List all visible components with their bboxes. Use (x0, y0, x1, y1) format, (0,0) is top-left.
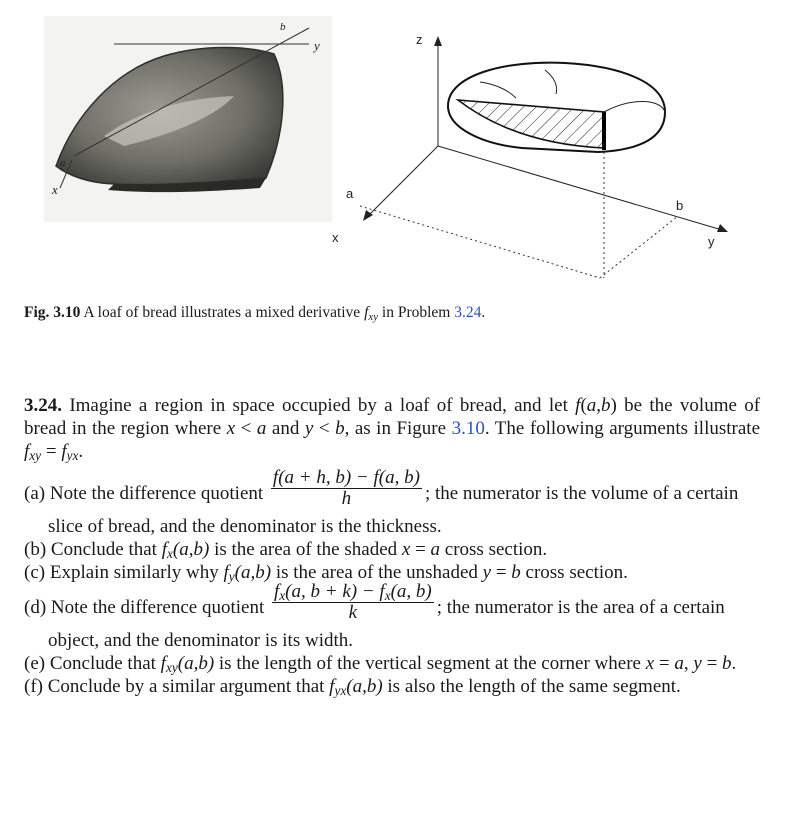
difference-quotient-d (272, 582, 434, 623)
part-d-label: (d) (24, 596, 47, 618)
problem-3-24 (24, 394, 760, 698)
x-axis-arrow (363, 210, 373, 221)
math-f-a-b: f (575, 395, 581, 416)
frac-a-numerator: f(a + h, b) − f(a, b) (272, 467, 420, 488)
part-c-text-before: Explain similarly why (49, 562, 219, 583)
part-b-end: cross section. (444, 539, 548, 560)
b-dotted-line (600, 216, 678, 278)
caption-figno: Fig. 3.10 (24, 304, 81, 321)
loaf-top-curve (545, 70, 557, 94)
part-e-label: (e) (24, 653, 46, 674)
figure-ref-link[interactable]: 3.10 (451, 418, 485, 439)
b-label: b (676, 198, 684, 213)
part-a-label: (a) (24, 482, 46, 504)
figure-caption (24, 304, 485, 322)
math-fyx-a-b: $f_{yx}(a,b)$ (329, 676, 383, 698)
math-region: x < a and y < b, (226, 418, 350, 439)
y-axis-label: y (708, 234, 715, 249)
math-fxy-eq-fyx: $f_{xy} = f_{yx}$. (24, 441, 84, 463)
shaded-cross-section (458, 100, 604, 148)
problem-part-d (24, 581, 760, 652)
part-e-text-before: Conclude that (49, 653, 156, 674)
part-b-text-after: is the area of the shaded (214, 539, 398, 560)
problem-intro: 3.24. Imagine a region in space occupied by a loaf of bread, and let f(a,b) be the volume of bread in the region where x < a and y < b, as in Figure 3.10. The following arguments illustrate $f_{xy} = f_{yx}$. (24, 395, 761, 463)
part-f-text-after: is also the length of the same segment. (387, 676, 681, 697)
unshaded-cross-section (604, 102, 665, 113)
y-axis (438, 146, 722, 230)
photo-label-y: y (314, 38, 320, 53)
intro-part-2: be the volume of bread in the region where (24, 395, 761, 439)
a-dotted-line (360, 206, 600, 278)
frac-d-denominator: k (348, 602, 358, 623)
part-b-text-before: Conclude that (50, 539, 157, 560)
part-a-text-before: Note the difference quotient (49, 482, 264, 504)
math-fx-a-b: $f_x(a,b)$ (161, 539, 210, 561)
problem-part-a (24, 467, 760, 538)
problem-part-b (24, 538, 760, 561)
x-axis (368, 146, 438, 216)
part-b-label: (b) (24, 539, 47, 560)
part-f-text-before: Conclude by a similar argument that (47, 676, 325, 697)
math-fxy-a-b: $f_{xy}(a,b)$ (160, 653, 215, 675)
part-e-text-after: is the length of the vertical segment at the corner where (218, 653, 641, 674)
part-c-end: cross section. (525, 562, 628, 583)
caption-text-before: A loaf of bread illustrates a mixed derivative (83, 304, 361, 321)
part-a-text-after: ; the numerator is the volume of a certain slice of bread, and the denominator is the thickness. (48, 482, 739, 537)
bread-sketch (330, 20, 770, 282)
photo-label-a: a (60, 157, 66, 169)
intro-part-1: Imagine a region in space occupied by a loaf of bread, and let (69, 395, 568, 416)
difference-quotient-a (271, 468, 422, 509)
photo-label-x: x (52, 182, 58, 197)
part-d-text-before: Note the difference quotient (50, 596, 265, 618)
part-f-label: (f) (24, 676, 43, 697)
photo-label-b: b (280, 21, 286, 33)
z-axis-arrow (434, 36, 442, 46)
problem-part-e (24, 652, 760, 675)
part-c-label: (c) (24, 562, 46, 583)
a-label: a (346, 186, 354, 201)
x-axis-label: x (332, 230, 339, 245)
loaf-top-curve-2 (480, 82, 516, 98)
bread-photo (44, 16, 332, 222)
frac-a-denominator: h (341, 488, 352, 509)
caption-text-after: in Problem (381, 304, 451, 321)
frac-d-numerator: $f_x(a$, $b + k) - f_x(a$, b) (273, 581, 432, 603)
math-x-eq-a: x = a (401, 539, 441, 560)
part-c-text-after: is the area of the unshaded (275, 562, 478, 583)
intro-part-4: . The following arguments illustrate (484, 418, 761, 439)
caption-math: $f_{xy}$ (364, 304, 379, 323)
z-axis-label: z (416, 32, 423, 47)
math-fy-a-b: $f_y(a,b)$ (223, 562, 272, 584)
figure-3-10 (0, 0, 804, 323)
problem-part-f (24, 675, 760, 698)
math-corner: x = a, y = b. (645, 653, 737, 674)
y-axis-arrow (717, 224, 728, 232)
caption-end: . (481, 304, 486, 321)
caption-ref-link[interactable]: 3.24 (454, 304, 482, 321)
problem-number: 3.24. (24, 395, 62, 416)
math-y-eq-b: y = b (482, 562, 521, 583)
intro-part-3: as in Figure (354, 418, 447, 439)
part-d-text-after: ; the numerator is the area of a certain object, and the denominator is its width. (48, 596, 725, 651)
